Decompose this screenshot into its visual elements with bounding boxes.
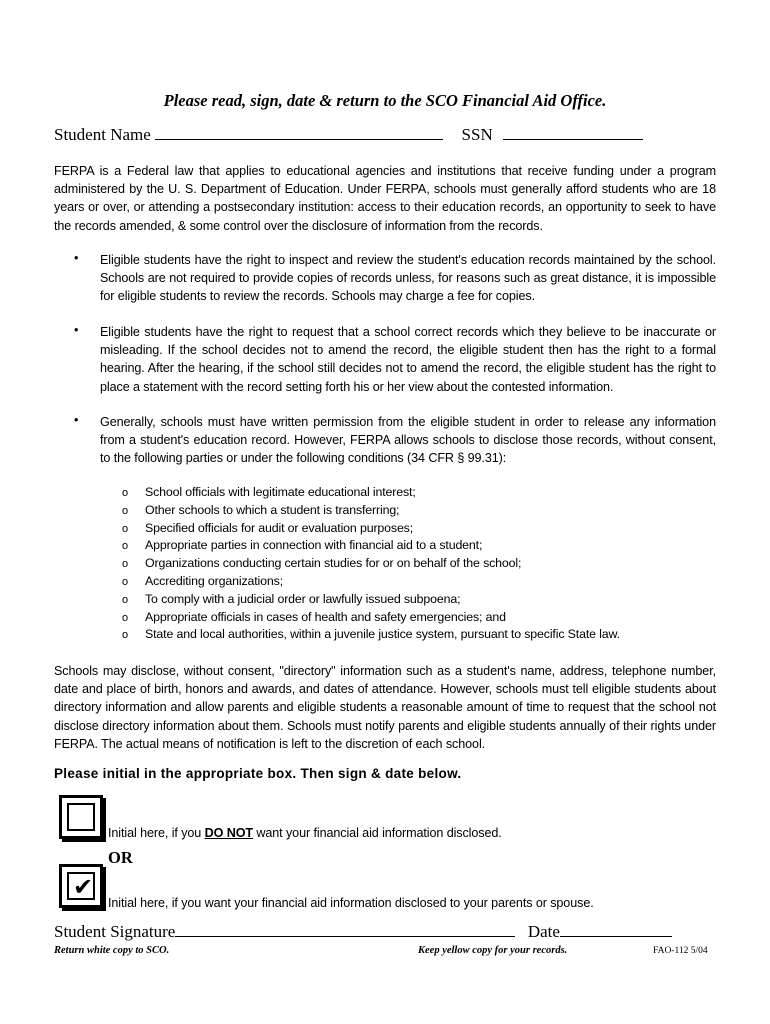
student-name-field[interactable] <box>155 123 443 140</box>
intro-paragraph: FERPA is a Federal law that applies to educational agencies and institutions that receive funding under a program administered by the U. S. Department of Education. Under FERPA, schools must generally afford students who are 18 years or over, or attending a postsecondary institution: access to their education records, an opportunity to seek to have the records amended, & some control over the disclosure of information from the records. <box>54 164 716 233</box>
sub-bullet-marker: o <box>122 487 129 499</box>
bullet-inspect-records: Eligible students have the right to inspect and review the student's education records maintained by the school. Schools are not required to provide copies of records unless, for reasons such as great distance, it is impossible for eligible students to review the records. Schools may charge a fee for copies. <box>100 253 716 304</box>
signature-row <box>54 922 672 942</box>
date-field[interactable] <box>560 922 672 937</box>
initial-instructions: Please initial in the appropriate box. Then sign & date below. <box>54 766 462 781</box>
bullet-marker: • <box>74 251 79 265</box>
bullet-marker: • <box>74 413 79 427</box>
do-not-disclose-initial-box[interactable] <box>59 795 103 839</box>
ferpa-form: Please read, sign, date & return to the SCO Financial Aid Office. Student Name SSN FERPA is a Federal law that applies to educational agencies and institutions that receive funding under a program administered by the U. S. Department of Education. Under FERPA, schools must generally afford students who are 18 years or over, or attending a postsecondary institution: access to their education records, an opportunity to seek to have the records amended, & some control over the disclosure of information from the records. • Eligible students have the right to inspect and review the student's education records maintained by the school. Schools are not required to provide copies of records unless, for reasons such as great distance, it is impossible for eligible students to review the records. Schools may charge a fee for copies. • Eligible students have the right to request that a school correct records which they believe to be inaccurate or misleading. If the school decides not to amend the record, the eligible student then has the right to a formal hearing. After the hearing, if the school still decides not to amend the record, the eligible student has the right to place a statement with the record setting forth his or her view about the contested information. • Generally, schools must have written permission from the eligible student in order to release any information from a student's education record. However, FERPA allows schools to disclose those records, without consent, to the following parties or under the following conditions (34 CFR § 99.31): o School officials with legitimate educational interest; o Other schools to which a student is transferring; o Specified officials for audit or evaluation purposes; o Appropriate parties in connection with financial aid to a student; o Organizations conducting certain studies for or on behalf of the school; o Accrediting organizations; o To comply with a judicial order or lawfully issued subpoena; o Appropriate officials in cases of health and safety emergencies; and o State and local authorities, within a juvenile justice system, pursuant to specific State law. Schools may disclose, without consent, "directory" information such as a student's name, address, telephone number, date and place of birth, honors and awards, and dates of attendance. However, schools must tell eligible students about directory information and allow parents and eligible students a reasonable amount of time to request that the school not disclose directory information about them. Schools must notify parents and eligible students annually of their rights under FERPA. The actual means of notification is left to the discretion of each school. Please initial in the appropriate box. Then sign & date below. Initial here, if you DO NOT want your financial aid information disclosed. OR ✔ Initial here, if you want your financial aid information disclosed to your parents or spouse. Student Signature Date Return white copy to SCO. Keep yellow copy for your records. FAO-112 5/04 <box>0 0 770 1024</box>
ssn-field[interactable] <box>503 123 643 140</box>
sub-bullet-marker: o <box>122 575 129 588</box>
student-name-row <box>54 123 643 145</box>
or-separator: OR <box>108 848 133 867</box>
sub-bullet-marker: o <box>122 593 129 606</box>
do-not-emphasis: DO NOT <box>204 826 253 840</box>
sub-bullet-marker: o <box>122 540 129 553</box>
sub-bullet-marker: o <box>122 611 129 624</box>
box-inner-frame <box>67 872 95 900</box>
disclose-to-parents-initial-box[interactable] <box>59 864 103 908</box>
student-name-label: Student Name <box>54 125 151 144</box>
date-label: Date <box>527 922 560 941</box>
form-number: FAO-112 5/04 <box>653 946 708 956</box>
return-copy-note: Return white copy to SCO. <box>54 945 170 956</box>
bullet-marker: • <box>74 323 79 337</box>
directory-info-paragraph: Schools may disclose, without consent, "directory" information such as a student's name, address, telephone number, date and place of birth, honors and awards, and dates of attendance. However, schools must tell eligible students about directory information and allow parents and eligible students a reasonable amount of time to request that the school not disclose directory information about them. Schools must notify parents and eligible students annually of their rights under FERPA. The actual means of notification is left to the discretion of each school. <box>54 664 716 751</box>
box-inner-frame <box>67 803 95 831</box>
sub-bullet-marker: o <box>122 629 129 642</box>
disclose-to-parents-label: Initial here, if you want your financial aid information disclosed to your parents or spouse. <box>108 896 594 910</box>
form-heading: Please read, sign, date & return to the SCO Financial Aid Office. <box>163 91 607 110</box>
keep-copy-note: Keep yellow copy for your records. <box>418 945 568 956</box>
sub-bullet-marker: o <box>122 522 129 535</box>
bullet-written-permission: Generally, schools must have written permission from the eligible student in order to release any information from a student's education record. However, FERPA allows schools to disclose those records, without consent, to the following parties or under the following conditions (34 CFR § 99.31): <box>100 415 716 466</box>
sub-bullet-marker: o <box>122 504 129 517</box>
signature-field[interactable] <box>175 922 515 937</box>
sub-bullet-marker: o <box>122 558 129 571</box>
ssn-label: SSN <box>461 125 493 144</box>
signature-label: Student Signature <box>54 922 176 941</box>
do-not-disclose-label: Initial here, if you DO NOT want your financial aid information disclosed. <box>108 826 502 840</box>
checkmark-icon: ✔ <box>72 875 94 901</box>
bullet-correct-records: Eligible students have the right to request that a school correct records which they believe to be inaccurate or misleading. If the school decides not to amend the record, the eligible student then has the right to a formal hearing. After the hearing, if the school still decides not to amend the record, the eligible student has the right to place a statement with the record setting forth his or her view about the contested information. <box>100 325 716 394</box>
